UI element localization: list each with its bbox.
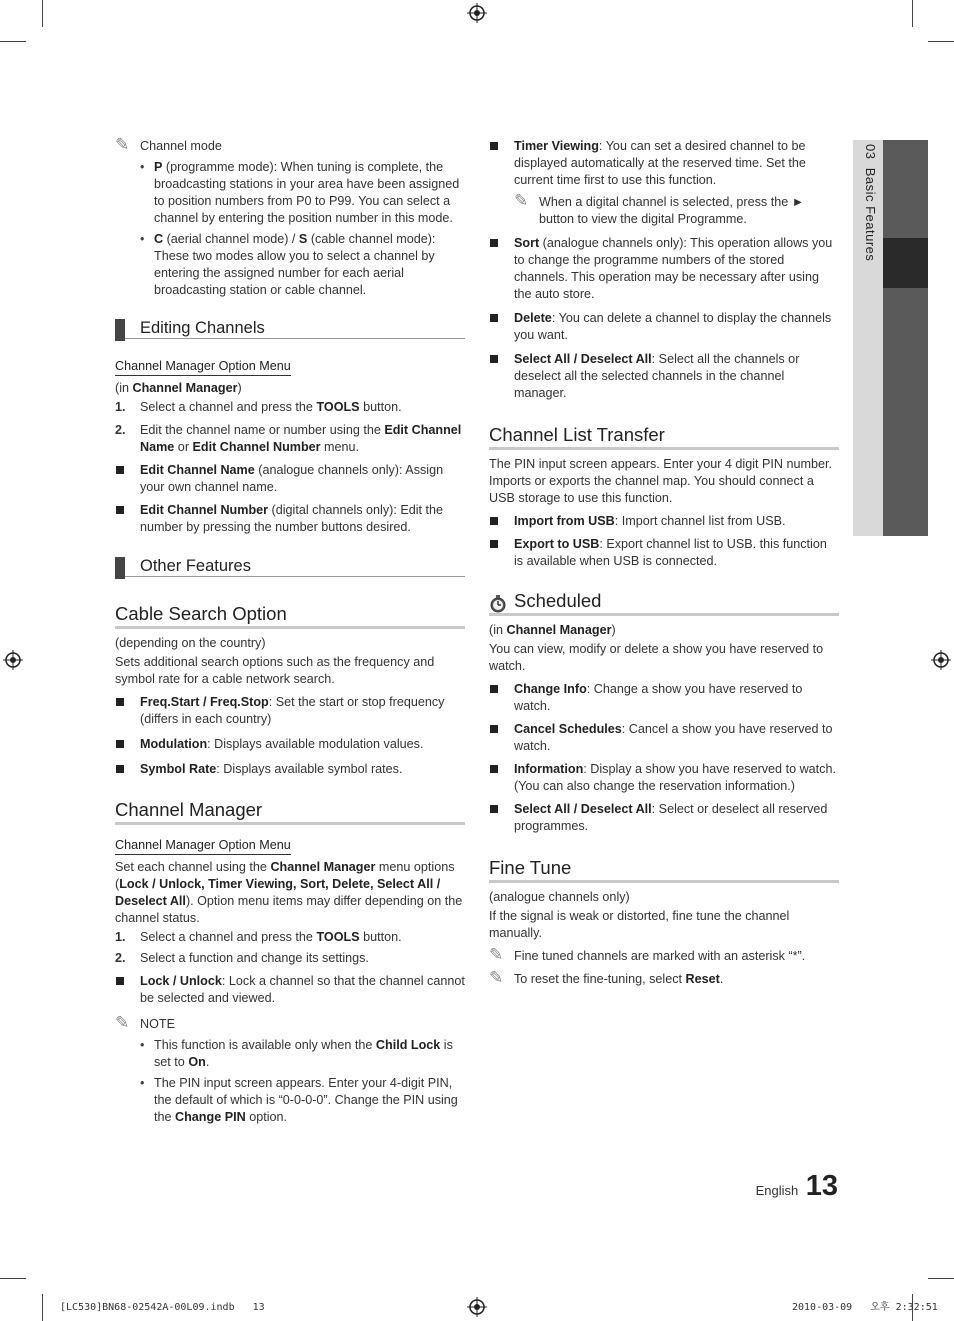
list-item: Modulation: Displays available modulation values. — [115, 736, 465, 753]
registration-mark-icon — [931, 650, 951, 670]
timer-note: ✎ When a digital channel is selected, press the ► button to view the digital Programme. — [514, 191, 805, 226]
paragraph: The PIN input screen appears. Enter your 4 digit PIN number. Imports or exports the channel map. You should connect a USB storage to use this function. — [489, 457, 833, 505]
section-title-cable-search: Cable Search Option — [115, 605, 465, 629]
paragraph: Sets additional search options such as the frequency and symbol rate for a cable network search. — [115, 655, 435, 686]
step-2: 2. Select a function and change its settings. — [115, 951, 369, 965]
paragraph: You can view, modify or delete a show you have reserved to watch. — [489, 642, 824, 673]
list-item: Symbol Rate: Displays available symbol rates. — [115, 761, 465, 778]
list-item: Export to USB: Export channel list to USB. this function is available when USB is connected. — [489, 536, 839, 570]
section-title-fine-tune: Fine Tune — [489, 859, 839, 883]
pencil-note-icon: ✎ — [115, 1013, 130, 1032]
list-item: Delete: You can delete a channel to display the channels you want. — [489, 310, 839, 344]
option-menu-label: Channel Manager Option Menu — [115, 837, 291, 855]
chapter-tab — [853, 140, 928, 536]
section-title-other-features: Other Features — [115, 558, 465, 577]
list-item: • P (programme mode): When tuning is complete, the broadcasting stations in your area have been assigned to position numbers from P0 to P99. You can select a channel by entering the position number in this mode. — [140, 159, 465, 227]
paragraph: If the signal is weak or distorted, fine tune the channel manually. — [489, 909, 790, 940]
context-note: (in Channel Manager) — [489, 623, 616, 637]
crop-mark — [912, 0, 913, 27]
crop-mark — [0, 41, 26, 42]
crop-mark — [928, 41, 954, 42]
section-title-channel-list-transfer: Channel List Transfer — [489, 426, 839, 450]
fine-note: ✎ Fine tuned channels are marked with an asterisk “*”. — [489, 945, 806, 964]
list-item: Lock / Unlock: Lock a channel so that the channel cannot be selected and viewed. — [115, 973, 465, 1007]
chapter-tab-active — [883, 238, 928, 288]
paragraph: Set each channel using the Channel Manager menu options (Lock / Unlock, Timer Viewing, Sort, Delete, Select All / Deselect All). Option menu items may differ depending on the channel status. — [115, 860, 463, 925]
note-heading: ✎ NOTE — [115, 1013, 175, 1032]
chapter-number: 03 — [863, 144, 878, 160]
option-menu-label: Channel Manager Option Menu — [115, 358, 291, 376]
section-title-channel-manager: Channel Manager — [115, 801, 465, 825]
registration-mark-icon — [467, 3, 487, 23]
list-item: Freq.Start / Freq.Stop: Set the start or stop frequency (differs in each country) — [115, 694, 465, 728]
pencil-note-icon: ✎ — [514, 191, 529, 210]
list-item: Cancel Schedules: Cancel a show you have reserved to watch. — [489, 721, 839, 755]
chapter-title: Basic Features — [863, 167, 878, 262]
fine-note: ✎ To reset the fine-tuning, select Reset. — [489, 968, 724, 987]
right-column — [489, 138, 839, 988]
paragraph: (depending on the country) — [115, 636, 266, 650]
channel-mode-list — [115, 159, 465, 299]
list-item: Edit Channel Name (analogue channels only): Assign your own channel name. — [115, 462, 465, 496]
pencil-note-icon: ✎ — [489, 945, 504, 964]
list-item: • C (aerial channel mode) / S (cable channel mode): These two modes allow you to select a channel by entering the assigned number for each aerial broadcasting station or cable channel. — [140, 231, 465, 299]
left-column — [115, 135, 465, 1126]
paragraph: (analogue channels only) — [489, 890, 630, 904]
crop-mark — [42, 1294, 43, 1321]
pencil-note-icon: ✎ — [115, 135, 130, 154]
registration-mark-icon — [467, 1297, 487, 1317]
step-1: 1. Select a channel and press the TOOLS button. — [115, 400, 402, 414]
page-number-block — [755, 1170, 838, 1210]
context-note: (in Channel Manager) — [115, 381, 242, 395]
pencil-note-icon: ✎ — [489, 968, 504, 987]
clock-icon — [489, 595, 507, 613]
crop-mark — [42, 0, 43, 27]
language-label: English — [755, 1183, 799, 1198]
step-1: 1. Select a channel and press the TOOLS button. — [115, 930, 402, 944]
list-item: Edit Channel Number (digital channels only): Edit the number by pressing the number buttons desired. — [115, 502, 465, 536]
crop-mark — [928, 1278, 954, 1279]
list-item: • The PIN input screen appears. Enter your 4-digit PIN, the default of which is “0-0-0-0”. Change the PIN using the Change PIN option. — [140, 1075, 465, 1126]
list-item: Select All / Deselect All: Select or deselect all reserved programmes. — [489, 801, 839, 835]
list-item: Timer Viewing: You can set a desired channel to be displayed automatically at the reserved time. Set the current time first to use this function. — [489, 138, 839, 189]
chapter-tab-dark — [883, 140, 928, 536]
registration-mark-icon — [3, 650, 23, 670]
note-list — [115, 1037, 465, 1126]
list-item: Sort (analogue channels only): This operation allows you to change the programme numbers of the stored channels. This operation may be necessary after using the auto store. — [489, 235, 839, 303]
list-item: Import from USB: Import channel list from USB. — [489, 513, 839, 530]
page-number: 13 — [805, 1170, 838, 1202]
list-item: Information: Display a show you have reserved to watch. (You can also change the reservation information.) — [489, 761, 839, 795]
crop-mark — [0, 1278, 26, 1279]
list-item: Change Info: Change a show you have reserved to watch. — [489, 681, 839, 715]
print-file-info: [LC530]BN68-02542A-00L09.indb 13 — [60, 1302, 265, 1313]
list-item: Select All / Deselect All: Select all the channels or deselect all the selected channels in the channel manager. — [489, 351, 839, 402]
print-date-info: 2010-03-09 오후 2:32:51 — [792, 1302, 938, 1313]
section-title-scheduled: Scheduled — [489, 592, 839, 616]
list-item: • This function is available only when the Child Lock is set to On. — [140, 1037, 465, 1071]
step-2: 2. Edit the channel name or number using the Edit Channel Name or Edit Channel Number menu. — [115, 423, 462, 454]
chapter-label — [857, 144, 879, 344]
channel-mode-note: ✎ Channel mode — [115, 135, 222, 154]
section-title-editing-channels: Editing Channels — [115, 320, 465, 339]
